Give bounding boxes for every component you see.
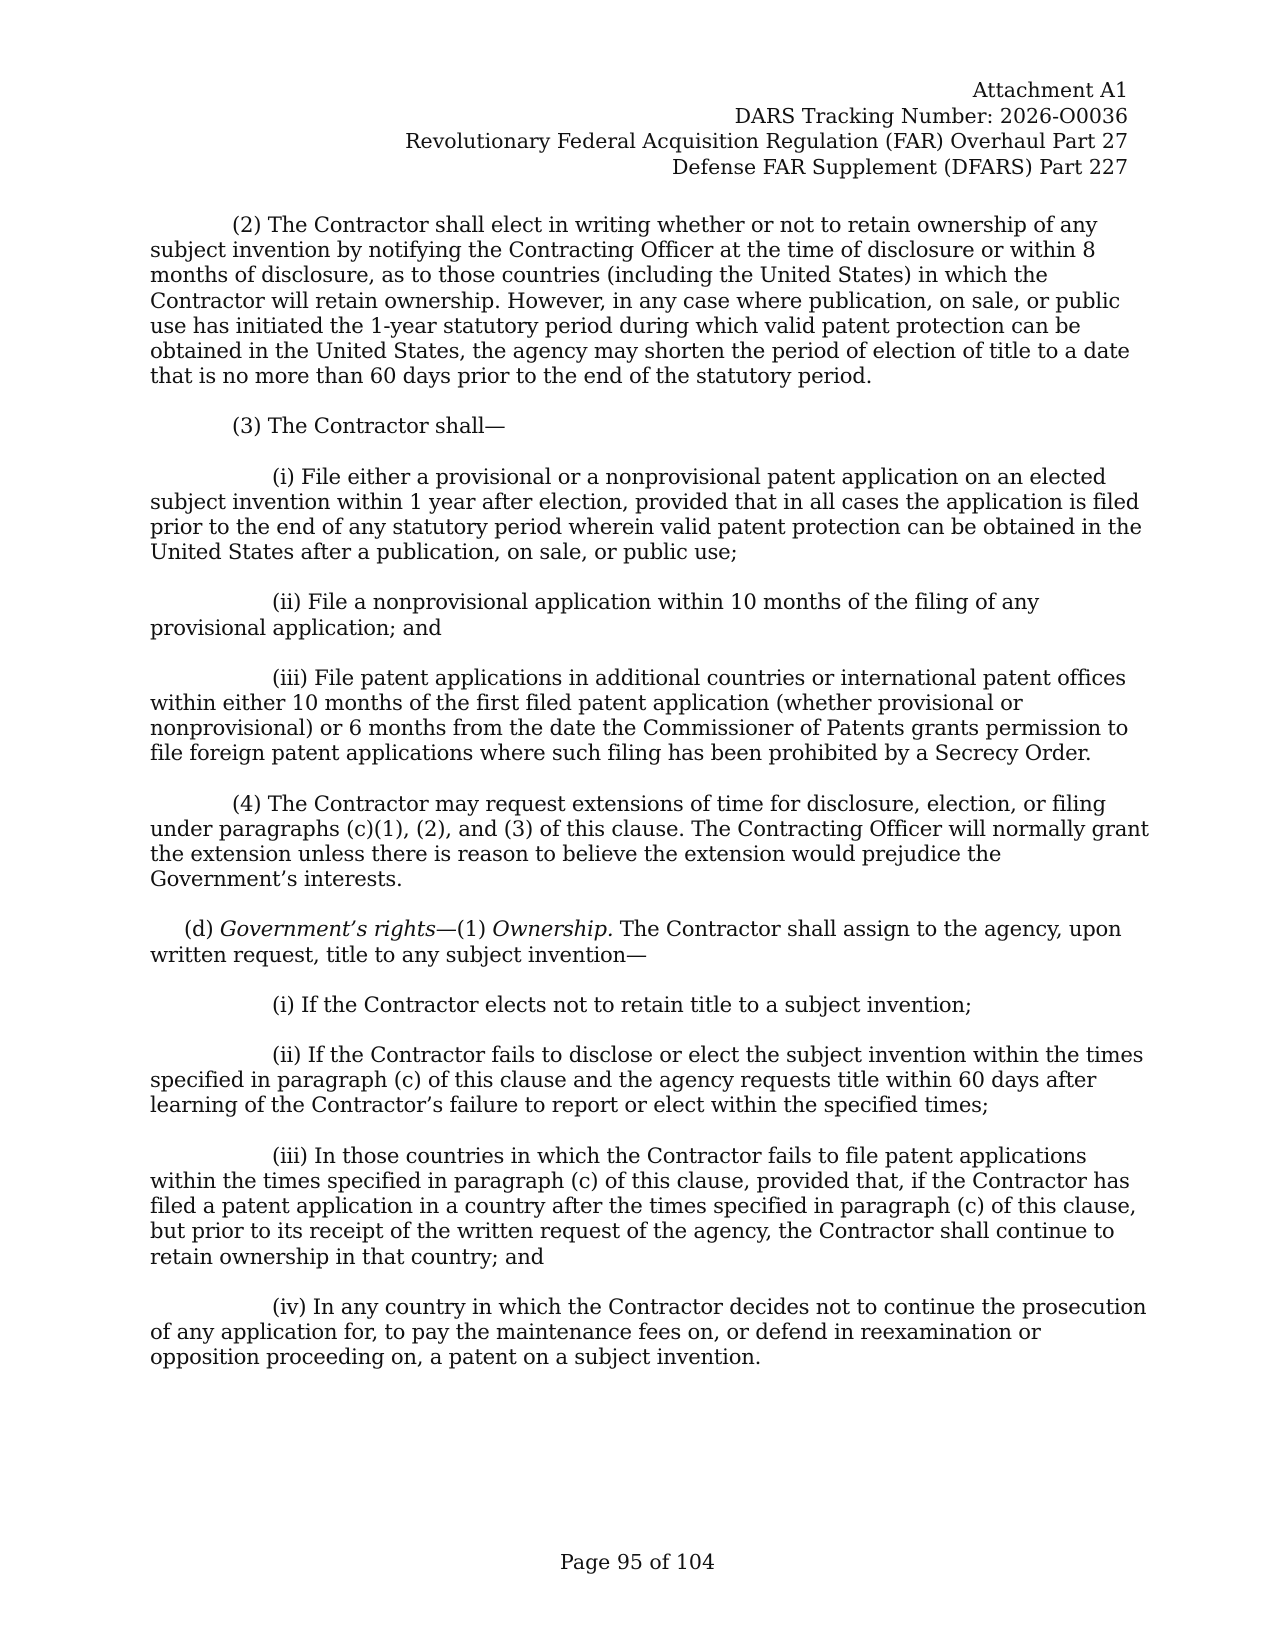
paragraph-d1-iv: (iv) In any country in which the Contractor decides not to continue the prosecution of any application for, to pay the maintenance fees on, or defend in reexamination or opposition proceeding on, a patent on a subject invention.: [150, 1293, 1147, 1370]
header-attachment: Attachment A1: [972, 78, 1128, 102]
paragraph-d1-iii: (iii) In those countries in which the Contractor fails to file patent applications within the times specified in paragraph (c) of this clause, provided that, if the Contractor has filed a patent application in a country after the times specified in paragraph (c) of this clause, but prior to its receipt of the written request of the agency, the Contractor shall continue to retain ownership in that country; and: [150, 1142, 1137, 1269]
paragraph-d: [150, 916, 1150, 966]
paragraph-d1-i: (i) If the Contractor elects not to retain title to a subject invention;: [272, 991, 972, 1017]
header-far-part: Revolutionary Federal Acquisition Regulation (FAR) Overhaul Part 27: [405, 129, 1128, 153]
paragraph-c3-i: (i) File either a provisional or a nonprovisional patent application on an elected subject invention within 1 year after election, provided that in all cases the application is filed prior to the end of any statutory period wherein valid patent protection can be obtained in the United States after a publication, on sale, or public use;: [150, 463, 1142, 565]
paragraph-d-text: The Contractor shall assign to the agency, upon written request, title to any subject invention—: [150, 916, 1122, 967]
paragraph-d-heading: Government’s rights: [219, 916, 436, 942]
paragraph-d-mid: —(1): [435, 916, 493, 942]
paragraph-c2: (2) The Contractor shall elect in writing whether or not to retain ownership of any subject invention by notifying the Contracting Officer at the time of disclosure or within 8 months of disclosure, as to those countries (including the United States) in which the Contractor will retain ownership. However, in any case where publication, on sale, or public use has initiated the 1-year statutory period during which valid patent protection can be obtained in the United States, the agency may shorten the period of election of title to a date that is no more than 60 days prior to the end of the statutory period.: [150, 212, 1130, 389]
paragraph-c3-ii: (ii) File a nonprovisional application within 10 months of the filing of any provisional application; and: [150, 589, 1040, 640]
document-body: [150, 212, 1150, 1394]
paragraph-c3: (3) The Contractor shall—: [232, 413, 506, 439]
paragraph-c3-iii: (iii) File patent applications in additional countries or international patent offices within either 10 months of the first filed patent application (whether provisional or nonprovisional) or 6 months from the date the Commissioner of Patents grants permission to file foreign patent applications where such filing has been prohibited by a Secrecy Order.: [150, 664, 1129, 766]
paragraph-d-subheading: Ownership.: [492, 916, 614, 942]
header-tracking-number: DARS Tracking Number: 2026-O0036: [734, 103, 1128, 128]
header-dfars-part: Defense FAR Supplement (DFARS) Part 227: [671, 154, 1128, 179]
page-footer: [0, 1550, 1275, 1575]
page-header: [228, 78, 1128, 180]
paragraph-d1-ii: (ii) If the Contractor fails to disclose or elect the subject invention within the times specified in paragraph (c) of this clause and the agency requests title within 60 days after learning of the Contractor’s failure to report or elect within the specified times;: [150, 1042, 1144, 1118]
page-number: Page 95 of 104: [559, 1550, 716, 1574]
paragraph-c4: (4) The Contractor may request extensions of time for disclosure, election, or filing under paragraphs (c)(1), (2), and (3) of this clause. The Contracting Officer will normally grant the extension unless there is reason to believe the extension would prejudice the Government’s interests.: [150, 790, 1149, 892]
paragraph-d-prefix: (d): [184, 916, 220, 942]
